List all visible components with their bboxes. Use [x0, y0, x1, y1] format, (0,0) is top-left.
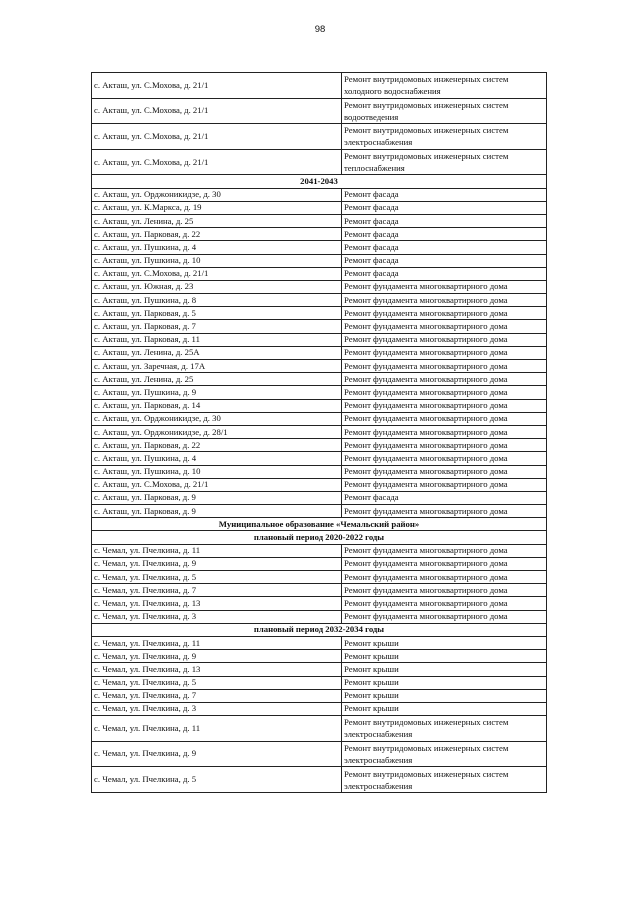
work-type-cell: Ремонт фасада	[342, 491, 547, 504]
address-cell: с. Акташ, ул. Парковая, д. 9	[92, 491, 342, 504]
address-cell: с. Акташ, ул. С.Мохова, д. 21/1	[92, 98, 342, 124]
work-type-cell: Ремонт внутридомовых инженерных систем водоотведения	[342, 98, 547, 124]
address-cell: с. Акташ, ул. Пушкина, д. 4	[92, 452, 342, 465]
table-row	[92, 280, 547, 293]
work-type-cell: Ремонт фундамента многоквартирного дома	[342, 610, 547, 623]
work-type-cell: Ремонт фундамента многоквартирного дома	[342, 571, 547, 584]
work-type-cell: Ремонт фундамента многоквартирного дома	[342, 544, 547, 557]
section-header-row	[92, 518, 547, 531]
address-cell: с. Акташ, ул. С.Мохова, д. 21/1	[92, 73, 342, 99]
address-cell: с. Акташ, ул. С.Мохова, д. 21/1	[92, 124, 342, 150]
table-row	[92, 425, 547, 438]
work-type-cell: Ремонт крыши	[342, 689, 547, 702]
table-row	[92, 149, 547, 175]
address-cell: с. Чемал, ул. Пчелкина, д. 9	[92, 650, 342, 663]
work-type-cell: Ремонт фундамента многоквартирного дома	[342, 557, 547, 570]
address-cell: с. Чемал, ул. Пчелкина, д. 3	[92, 702, 342, 715]
table-body	[92, 73, 547, 793]
table-row	[92, 610, 547, 623]
section-header: плановый период 2020-2022 годы	[92, 531, 547, 544]
table-row	[92, 307, 547, 320]
address-cell: с. Акташ, ул. Парковая, д. 22	[92, 228, 342, 241]
table-row	[92, 557, 547, 570]
section-header-row	[92, 175, 547, 188]
work-type-cell: Ремонт фундамента многоквартирного дома	[342, 452, 547, 465]
section-header: Муниципальное образование «Чемальский район»	[92, 518, 547, 531]
table-row	[92, 741, 547, 767]
table-row	[92, 597, 547, 610]
work-type-cell: Ремонт фасада	[342, 201, 547, 214]
work-type-cell: Ремонт крыши	[342, 650, 547, 663]
work-type-cell: Ремонт крыши	[342, 663, 547, 676]
address-cell: с. Чемал, ул. Пчелкина, д. 11	[92, 544, 342, 557]
work-type-cell: Ремонт фундамента многоквартирного дома	[342, 373, 547, 386]
address-cell: с. Акташ, ул. Ленина, д. 25	[92, 373, 342, 386]
address-cell: с. Акташ, ул. Пушкина, д. 4	[92, 241, 342, 254]
work-type-cell: Ремонт фасада	[342, 214, 547, 227]
table-row	[92, 214, 547, 227]
address-cell: с. Чемал, ул. Пчелкина, д. 5	[92, 676, 342, 689]
table-row	[92, 254, 547, 267]
section-header-row	[92, 531, 547, 544]
table-row	[92, 124, 547, 150]
table-row	[92, 636, 547, 649]
table-row	[92, 98, 547, 124]
table-row	[92, 241, 547, 254]
work-type-cell: Ремонт фундамента многоквартирного дома	[342, 360, 547, 373]
address-cell: с. Чемал, ул. Пчелкина, д. 9	[92, 741, 342, 767]
address-cell: с. Акташ, ул. Ленина, д. 25А	[92, 346, 342, 359]
table-row	[92, 505, 547, 518]
address-cell: с. Акташ, ул. Орджоникидзе, д. 30	[92, 188, 342, 201]
work-type-cell: Ремонт фундамента многоквартирного дома	[342, 478, 547, 491]
table-row	[92, 267, 547, 280]
address-cell: с. Чемал, ул. Пчелкина, д. 11	[92, 716, 342, 742]
work-type-cell: Ремонт внутридомовых инженерных систем электроснабжения	[342, 741, 547, 767]
address-cell: с. Чемал, ул. Пчелкина, д. 5	[92, 767, 342, 793]
table-row	[92, 201, 547, 214]
work-type-cell: Ремонт фасада	[342, 228, 547, 241]
table-row	[92, 702, 547, 715]
address-cell: с. Акташ, ул. Заречная, д. 17А	[92, 360, 342, 373]
table-row	[92, 571, 547, 584]
address-cell: с. Акташ, ул. Парковая, д. 22	[92, 439, 342, 452]
page-number: 98	[314, 24, 326, 35]
table-row	[92, 320, 547, 333]
table-row	[92, 294, 547, 307]
address-cell: с. Акташ, ул. Пушкина, д. 10	[92, 254, 342, 267]
work-type-cell: Ремонт фундамента многоквартирного дома	[342, 465, 547, 478]
work-type-cell: Ремонт фундамента многоквартирного дома	[342, 280, 547, 293]
address-cell: с. Акташ, ул. Парковая, д. 14	[92, 399, 342, 412]
work-type-cell: Ремонт внутридомовых инженерных систем электроснабжения	[342, 716, 547, 742]
address-cell: с. Чемал, ул. Пчелкина, д. 7	[92, 689, 342, 702]
table-row	[92, 465, 547, 478]
section-header-row	[92, 623, 547, 636]
table-row	[92, 412, 547, 425]
address-cell: с. Чемал, ул. Пчелкина, д. 13	[92, 597, 342, 610]
address-cell: с. Акташ, ул. Парковая, д. 9	[92, 505, 342, 518]
work-type-cell: Ремонт фундамента многоквартирного дома	[342, 425, 547, 438]
work-type-cell: Ремонт внутридомовых инженерных систем электроснабжения	[342, 124, 547, 150]
table-row	[92, 767, 547, 793]
table-row	[92, 386, 547, 399]
address-cell: с. Акташ, ул. Парковая, д. 5	[92, 307, 342, 320]
table-row	[92, 676, 547, 689]
address-cell: с. Акташ, ул. Парковая, д. 11	[92, 333, 342, 346]
table-row	[92, 689, 547, 702]
work-type-cell: Ремонт фундамента многоквартирного дома	[342, 439, 547, 452]
table-row	[92, 333, 547, 346]
table-row	[92, 373, 547, 386]
address-cell: с. Чемал, ул. Пчелкина, д. 13	[92, 663, 342, 676]
address-cell: с. Акташ, ул. С.Мохова, д. 21/1	[92, 478, 342, 491]
address-cell: с. Акташ, ул. С.Мохова, д. 21/1	[92, 149, 342, 175]
section-header: плановый период 2032-2034 годы	[92, 623, 547, 636]
address-cell: с. Чемал, ул. Пчелкина, д. 5	[92, 571, 342, 584]
address-cell: с. Акташ, ул. Парковая, д. 7	[92, 320, 342, 333]
table-row	[92, 399, 547, 412]
work-type-cell: Ремонт фундамента многоквартирного дома	[342, 399, 547, 412]
table-row	[92, 228, 547, 241]
work-type-cell: Ремонт внутридомовых инженерных систем электроснабжения	[342, 767, 547, 793]
table-row	[92, 360, 547, 373]
work-type-cell: Ремонт крыши	[342, 676, 547, 689]
address-cell: с. Акташ, ул. Пушкина, д. 10	[92, 465, 342, 478]
work-type-cell: Ремонт фасада	[342, 241, 547, 254]
work-type-cell: Ремонт крыши	[342, 636, 547, 649]
address-cell: с. Чемал, ул. Пчелкина, д. 3	[92, 610, 342, 623]
work-type-cell: Ремонт фасада	[342, 254, 547, 267]
section-header: 2041-2043	[92, 175, 547, 188]
address-cell: с. Акташ, ул. Ленина, д. 25	[92, 214, 342, 227]
table-row	[92, 188, 547, 201]
work-type-cell: Ремонт фундамента многоквартирного дома	[342, 505, 547, 518]
table-row	[92, 544, 547, 557]
table-row	[92, 650, 547, 663]
work-type-cell: Ремонт фундамента многоквартирного дома	[342, 597, 547, 610]
work-type-cell: Ремонт фундамента многоквартирного дома	[342, 346, 547, 359]
address-cell: с. Акташ, ул. К.Маркса, д. 19	[92, 201, 342, 214]
work-type-cell: Ремонт внутридомовых инженерных систем теплоснабжения	[342, 149, 547, 175]
address-cell: с. Акташ, ул. С.Мохова, д. 21/1	[92, 267, 342, 280]
address-cell: с. Акташ, ул. Орджоникидзе, д. 30	[92, 412, 342, 425]
table-row	[92, 346, 547, 359]
address-cell: с. Акташ, ул. Южная, д. 23	[92, 280, 342, 293]
work-type-cell: Ремонт фасада	[342, 267, 547, 280]
address-cell: с. Чемал, ул. Пчелкина, д. 11	[92, 636, 342, 649]
work-type-cell: Ремонт фундамента многоквартирного дома	[342, 412, 547, 425]
work-type-cell: Ремонт внутридомовых инженерных систем холодного водоснабжения	[342, 73, 547, 99]
work-type-cell: Ремонт фундамента многоквартирного дома	[342, 386, 547, 399]
address-cell: с. Акташ, ул. Орджоникидзе, д. 28/1	[92, 425, 342, 438]
work-type-cell: Ремонт фундамента многоквартирного дома	[342, 333, 547, 346]
work-type-cell: Ремонт фундамента многоквартирного дома	[342, 307, 547, 320]
address-cell: с. Чемал, ул. Пчелкина, д. 7	[92, 584, 342, 597]
address-cell: с. Акташ, ул. Пушкина, д. 8	[92, 294, 342, 307]
table-row	[92, 491, 547, 504]
address-cell: с. Чемал, ул. Пчелкина, д. 9	[92, 557, 342, 570]
table-row	[92, 439, 547, 452]
table-row	[92, 716, 547, 742]
work-type-cell: Ремонт фасада	[342, 188, 547, 201]
work-type-cell: Ремонт фундамента многоквартирного дома	[342, 320, 547, 333]
work-type-cell: Ремонт крыши	[342, 702, 547, 715]
work-type-cell: Ремонт фундамента многоквартирного дома	[342, 294, 547, 307]
table-row	[92, 584, 547, 597]
table-row	[92, 73, 547, 99]
work-type-cell: Ремонт фундамента многоквартирного дома	[342, 584, 547, 597]
address-cell: с. Акташ, ул. Пушкина, д. 9	[92, 386, 342, 399]
table-row	[92, 478, 547, 491]
table-row	[92, 663, 547, 676]
repair-schedule-table	[91, 72, 547, 793]
table-row	[92, 452, 547, 465]
